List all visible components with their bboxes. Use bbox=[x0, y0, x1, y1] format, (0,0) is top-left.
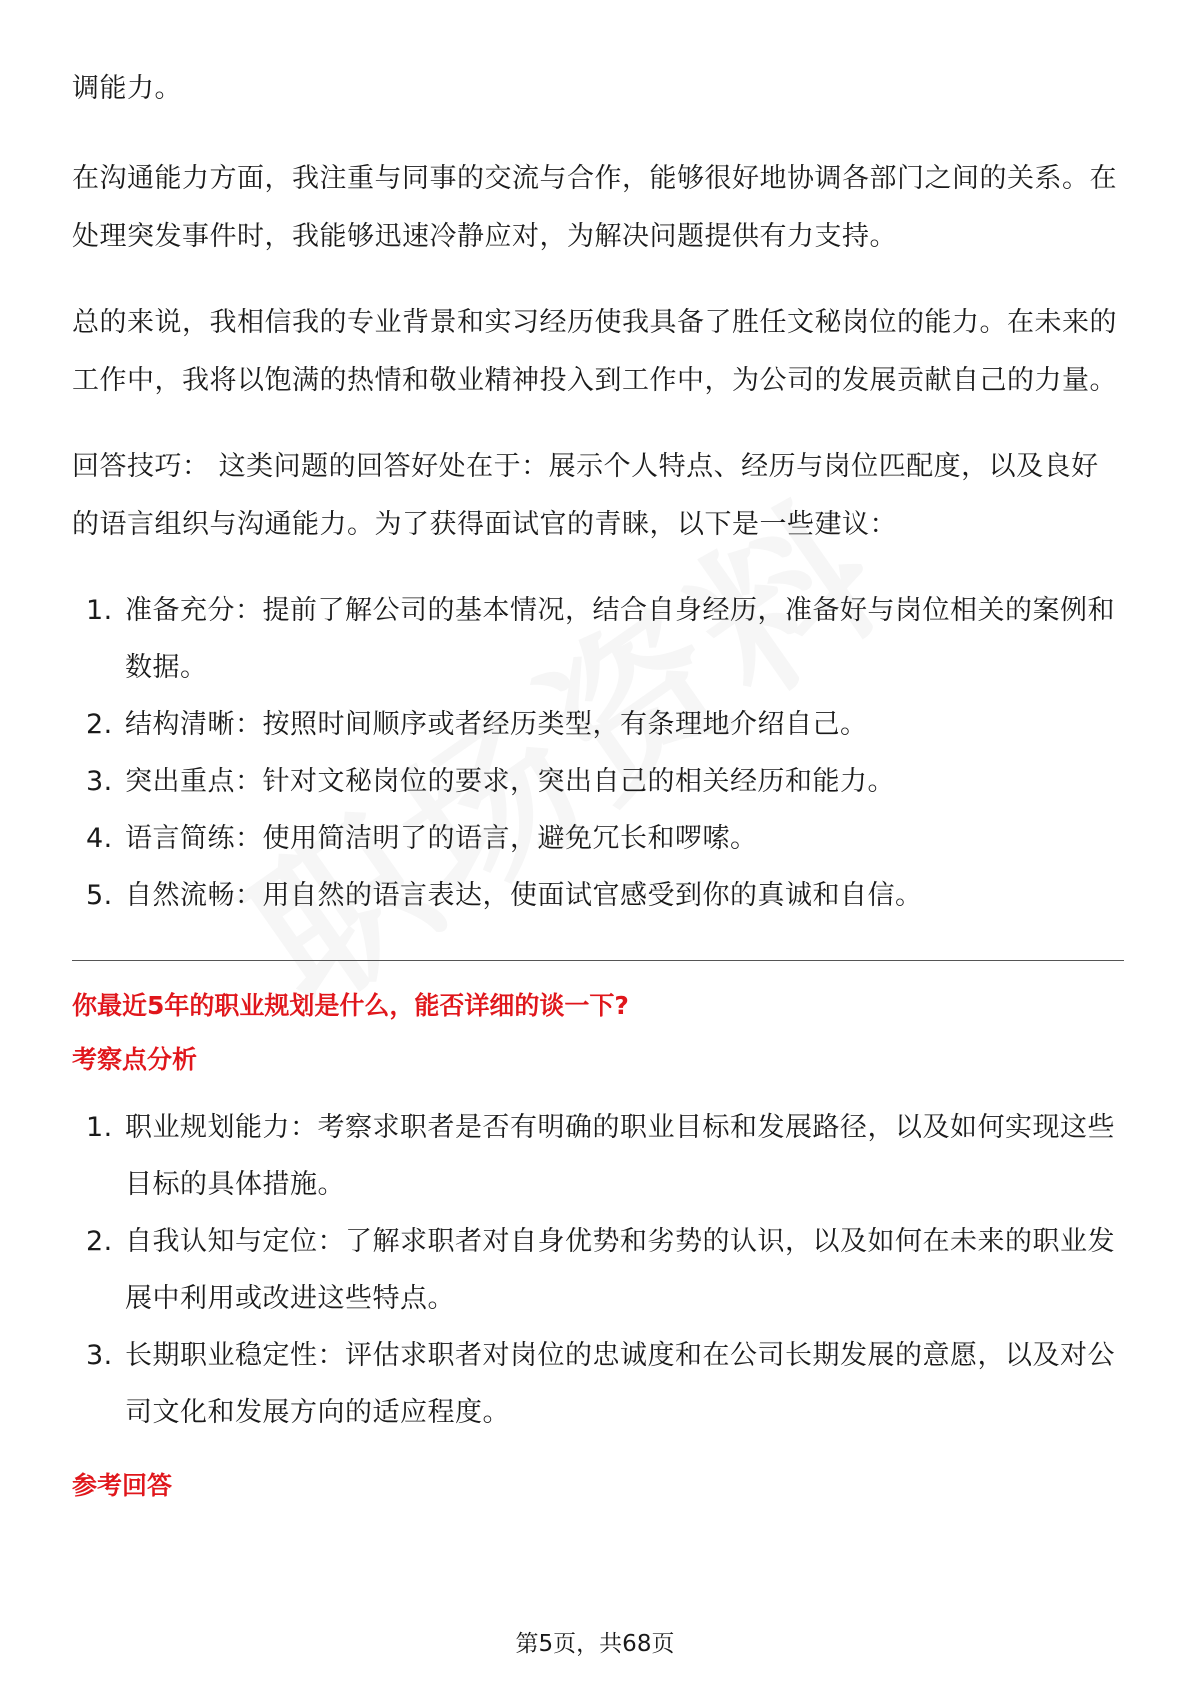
list-item-text: 自然流畅：用自然的语言表达，使面试官感受到你的真诚和自信。 bbox=[125, 880, 923, 911]
list-number: 3. bbox=[86, 766, 113, 797]
list-item-text: 结构清晰：按照时间顺序或者经历类型，有条理地介绍自己。 bbox=[125, 709, 868, 740]
analysis-list bbox=[72, 1099, 1122, 1441]
tips-list bbox=[72, 582, 1122, 924]
section-divider bbox=[72, 960, 1124, 961]
list-number: 2. bbox=[86, 1226, 113, 1257]
question-title: 你最近5年的职业规划是什么，能否详细的谈一下? bbox=[72, 991, 629, 1020]
list-number: 4. bbox=[86, 823, 113, 854]
answer-tips-paragraph: 回答技巧： 这类问题的回答好处在于：展示个人特点、经历与岗位匹配度，以及良好的语言组织与沟通能力。为了获得面试官的青睐，以下是一些建议： bbox=[72, 451, 1099, 540]
list-item bbox=[72, 582, 1122, 696]
document-page bbox=[72, 60, 1122, 1503]
list-item bbox=[72, 1213, 1122, 1327]
paragraph-3: 总的来说，我相信我的专业背景和实习经历使我具备了胜任文秘岗位的能力。在未来的工作中，我将以饱满的热情和敬业精神投入到工作中，为公司的发展贡献自己的力量。 bbox=[72, 307, 1117, 396]
list-item-text: 长期职业稳定性：评估求职者对岗位的忠诚度和在公司长期发展的意愿，以及对公司文化和发展方向的适应程度。 bbox=[125, 1340, 1115, 1428]
list-item bbox=[72, 1099, 1122, 1213]
paragraph-2: 在沟通能力方面，我注重与同事的交流与合作，能够很好地协调各部门之间的关系。在处理突发事件时，我能够迅速冷静应对，为解决问题提供有力支持。 bbox=[72, 163, 1117, 252]
list-number: 1. bbox=[86, 1112, 113, 1143]
list-item-text: 职业规划能力：考察求职者是否有明确的职业目标和发展路径，以及如何实现这些目标的具体措施。 bbox=[125, 1112, 1115, 1200]
list-item bbox=[72, 1327, 1122, 1441]
list-number: 2. bbox=[86, 709, 113, 740]
list-item bbox=[72, 867, 1122, 924]
list-number: 1. bbox=[86, 595, 113, 626]
list-item-text: 语言简练：使用简洁明了的语言，避免冗长和啰嗦。 bbox=[125, 823, 758, 854]
analysis-title: 考察点分析 bbox=[72, 1045, 198, 1074]
list-number: 3. bbox=[86, 1340, 113, 1371]
list-number: 5. bbox=[86, 880, 113, 911]
list-item bbox=[72, 753, 1122, 810]
list-item-text: 自我认知与定位：了解求职者对自身优势和劣势的认识，以及如何在未来的职业发展中利用或改进这些特点。 bbox=[125, 1226, 1115, 1314]
paragraph-1: 调能力。 bbox=[72, 73, 182, 104]
page-number: 第5页，共68页 bbox=[515, 1631, 675, 1657]
list-item-text: 准备充分：提前了解公司的基本情况，结合自身经历，准备好与岗位相关的案例和数据。 bbox=[125, 595, 1115, 683]
list-item bbox=[72, 810, 1122, 867]
list-item bbox=[72, 696, 1122, 753]
reference-answer-title: 参考回答 bbox=[72, 1471, 173, 1500]
list-item-text: 突出重点：针对文秘岗位的要求，突出自己的相关经历和能力。 bbox=[125, 766, 895, 797]
